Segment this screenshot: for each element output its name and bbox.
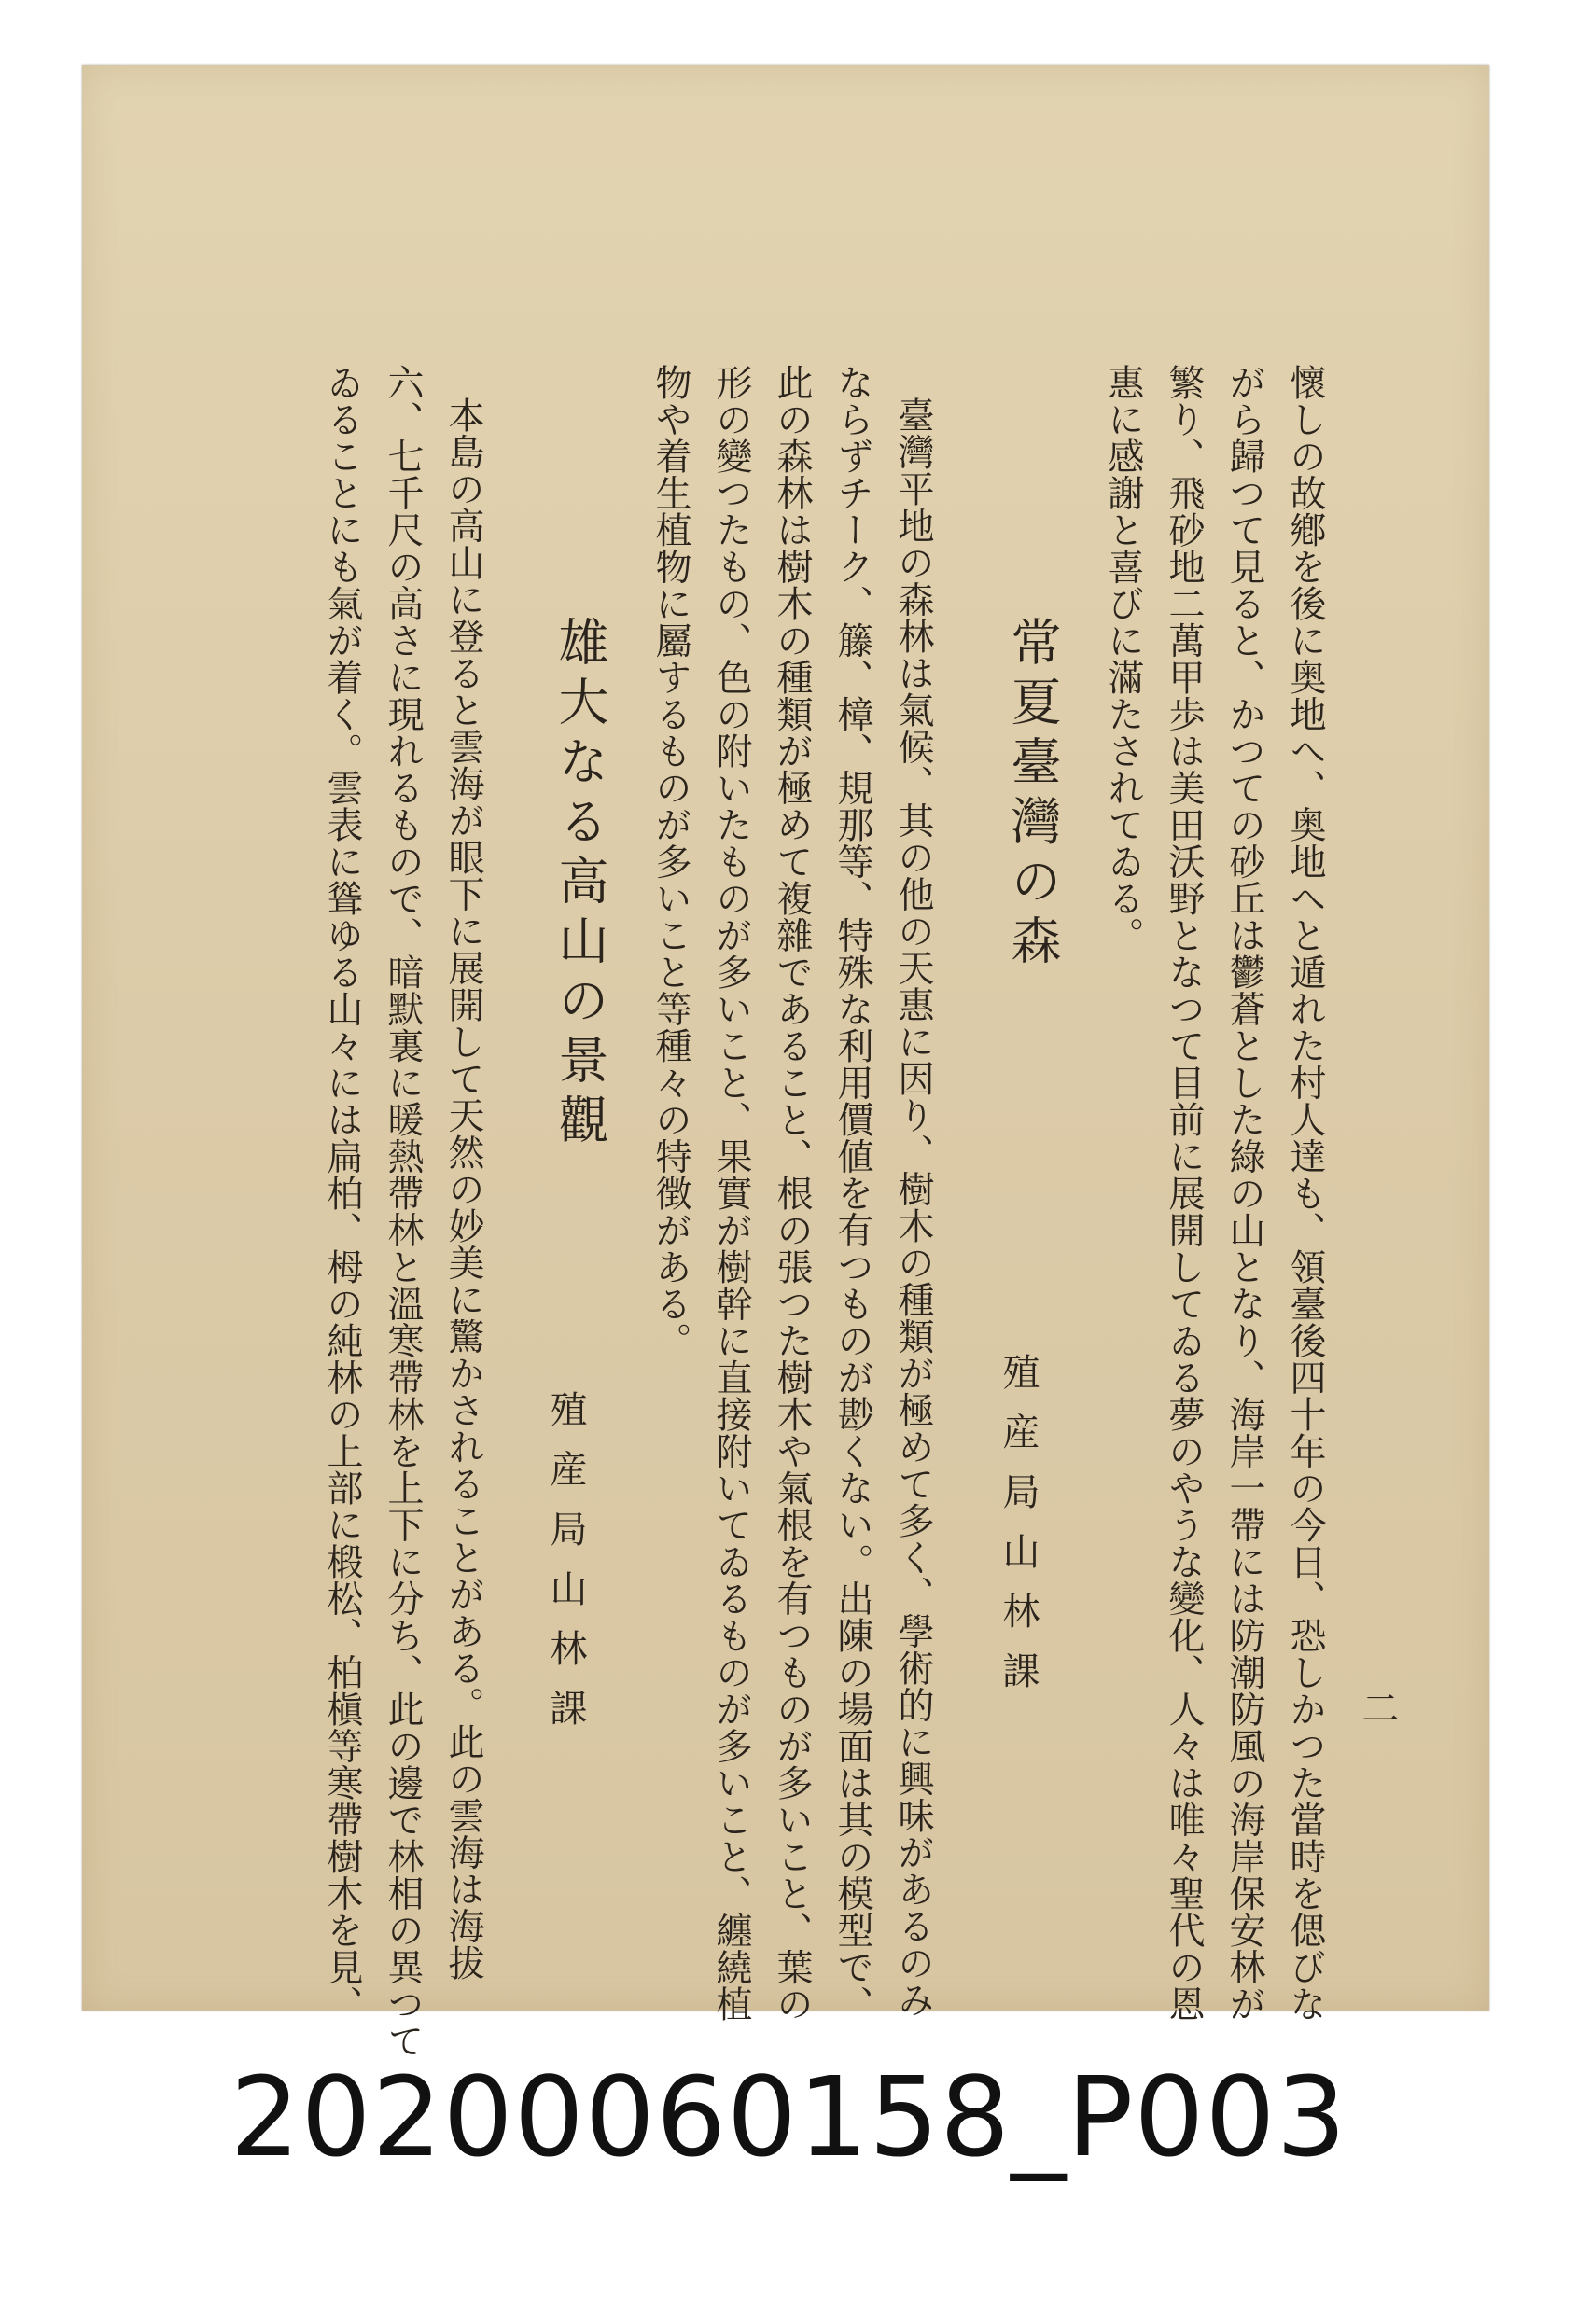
body-line: がら歸つて見ると、かつての砂丘は鬱蒼とした綠の山となり、海岸一帶には防潮防風の海岸保安林が	[1223, 364, 1265, 2023]
section-title: 常夏臺灣の森	[1003, 616, 1062, 974]
body-line: 惠に感謝と喜びに滿たされてゐる。	[1102, 364, 1144, 953]
body-line: 六、七千尺の高さに現れるもので、暗默裏に暖熱帶林と溫寒帶林を上下に分ち、此の邊で林相の異つて	[382, 364, 424, 2059]
body-line: 此の森林は樹木の種類が極めて複雜であること、根の張つた樹木や氣根を有つものが多いこと、葉の	[771, 364, 813, 2023]
section-credit: 殖産局山林課	[544, 1390, 587, 1748]
page-number: 二	[1356, 1689, 1399, 1726]
body-line: 懷しの故鄕を後に奥地へ、奥地へと遁れた村人達も、領臺後四十年の今日、恐しかつた當時を偲びな	[1284, 364, 1326, 2023]
section-credit: 殖産局山林課	[997, 1353, 1040, 1711]
section-title: 雄大なる高山の景觀	[551, 616, 609, 1153]
image-caption: 20200060158_P003	[230, 2053, 1347, 2181]
body-line: 本島の高山に登ると雲海が眼下に展開して天然の妙美に驚かされることがある。此の雲海は海拔	[442, 397, 484, 1982]
body-line: 繁り、飛砂地二萬甲歩は美田沃野となつて目前に展開してゐる夢のやうな變化、人々は唯々聖代の恩	[1163, 364, 1205, 2023]
body-line: ゐることにも氣が着く。雲表に聳ゆる山々には扁柏、栂の純林の上部に椴松、柏槇等寒帶樹木を見、	[321, 364, 363, 2023]
body-line: 形の變つたもの、色の附いたものが多いこと、果實が樹幹に直接附いてゐるものが多いこと、纏繞植	[710, 364, 752, 2023]
body-line: ならずチーク、籐、樟、規那等、特殊な利用價値を有つものが尠くない。出陳の場面は其の模型で、	[831, 364, 873, 2023]
body-line: 臺灣平地の森林は氣候、其の他の天惠に因り、樹木の種類が極めて多く、學術的に興味があるのみ	[892, 397, 934, 2018]
document-page	[82, 65, 1489, 2059]
body-line: 物や着生植物に屬するものが多いこと等種々の特徴がある。	[649, 364, 691, 1359]
